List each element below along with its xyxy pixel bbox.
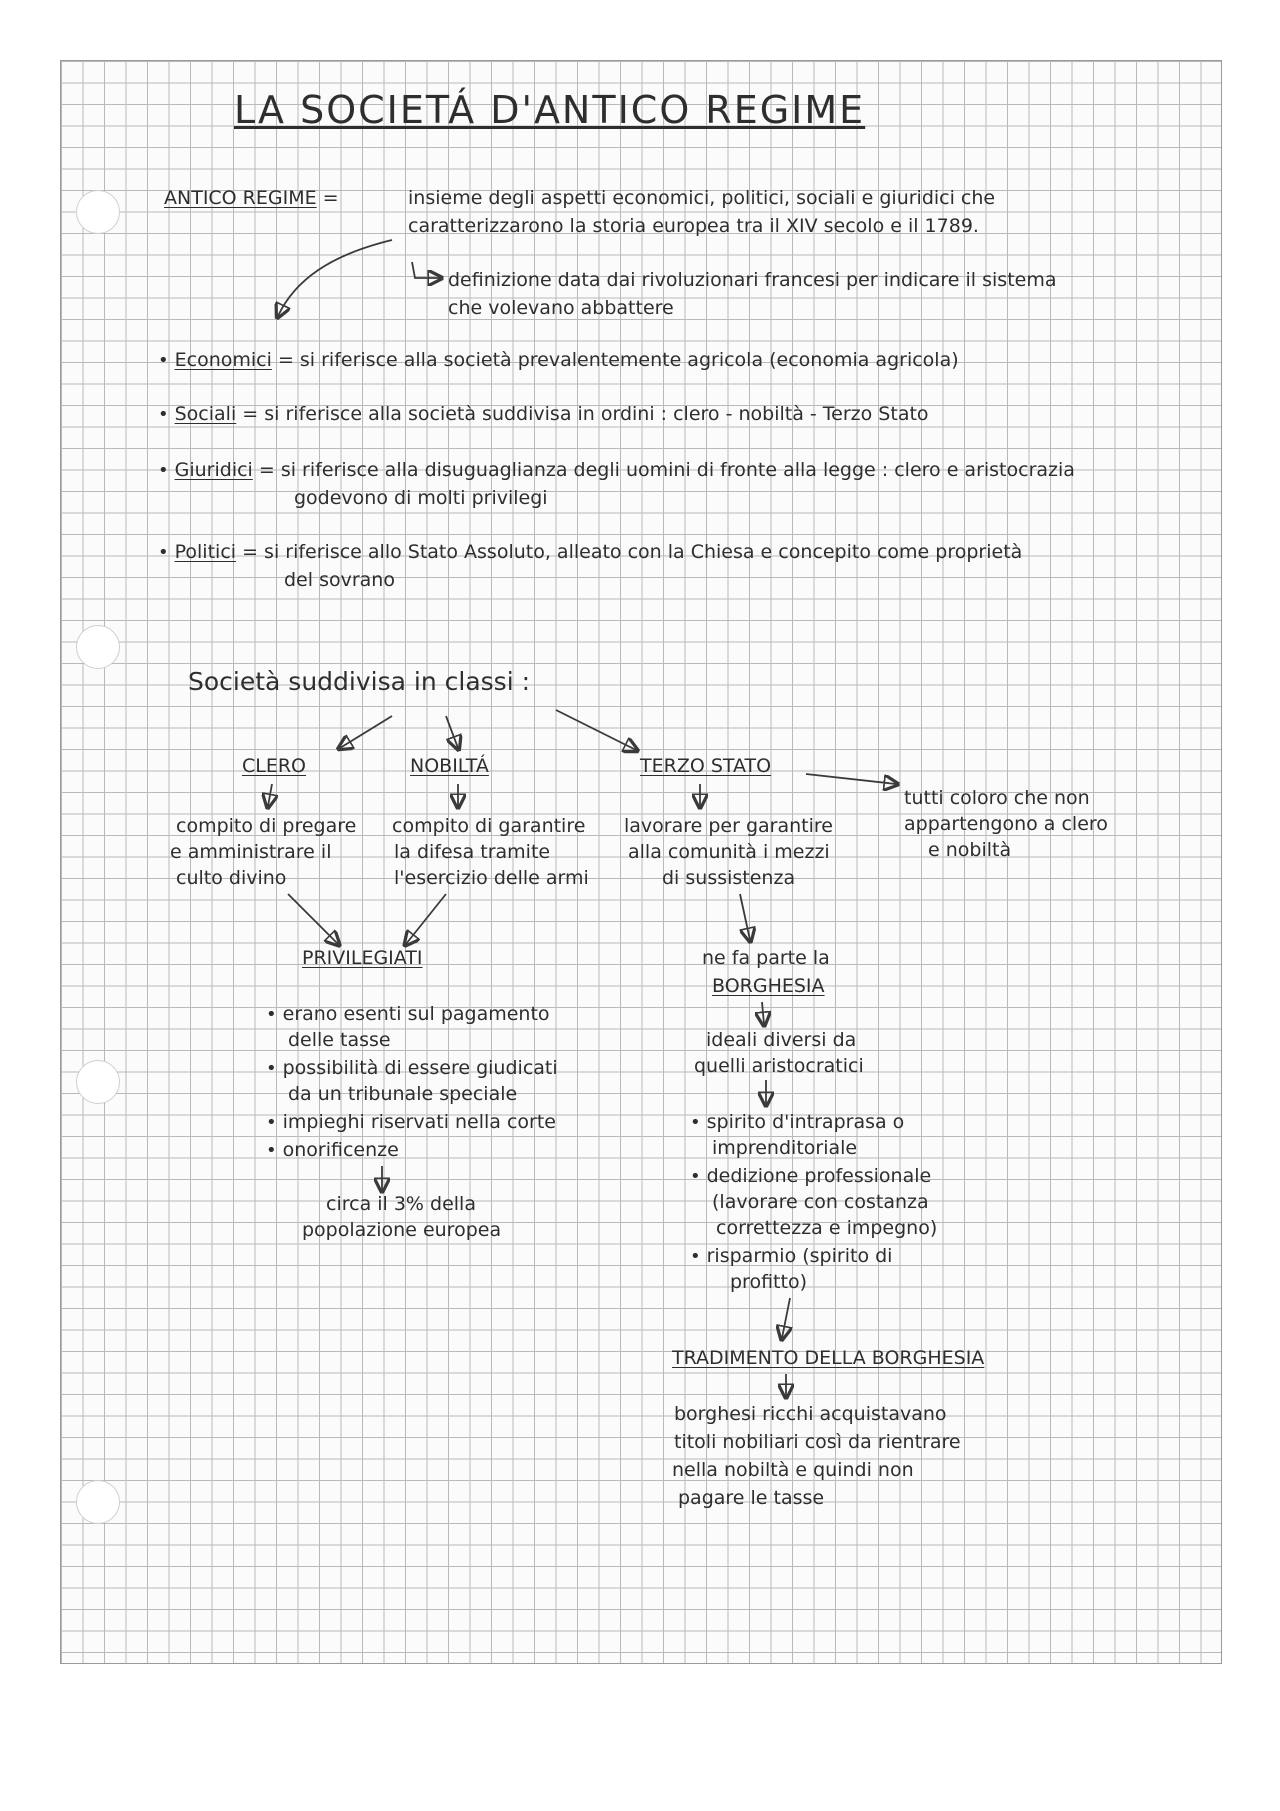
privilegiati-item: • impieghi riservati nella corte (266, 1111, 557, 1133)
binder-hole (76, 1060, 120, 1104)
tradimento-desc: borghesi ricchi acquistavano (674, 1403, 947, 1425)
aspect-politici: • Politici = si riferisce allo Stato Assoluto, alleato con la Chiesa e concepito come proprietà (158, 541, 1023, 563)
privilegiati-item-cont: da un tribunale speciale (288, 1083, 518, 1105)
nobilta-desc: compito di garantire (392, 815, 586, 837)
aspect-politici-line-2: del sovrano (284, 569, 395, 591)
borghesia-item-cont: imprenditoriale (712, 1137, 858, 1159)
privilegiati-item: • possibilità di essere giudicati (266, 1057, 558, 1079)
privilegiati-stat: popolazione europea (302, 1219, 502, 1241)
clero-desc: compito di pregare (176, 815, 357, 837)
terzo-stato-desc: alla comunità i mezzi (628, 841, 830, 863)
tradimento-desc: pagare le tasse (678, 1487, 825, 1509)
borghesia-item: • risparmio (spirito di (690, 1245, 893, 1267)
borghesia-item: • dedizione professionale (690, 1165, 932, 1187)
borghesia-item-cont: profitto) (730, 1271, 807, 1293)
privilegiati-stat: circa il 3% della (326, 1193, 476, 1215)
terzo-stato-note: tutti coloro che non (904, 787, 1090, 809)
definition-line-1: insieme degli aspetti economici, politici, sociali e giuridici che (408, 187, 996, 209)
clero-label: CLERO (242, 755, 307, 777)
definition-line-2: caratterizzarono la storia europea tra il XIV secolo e il 1789. (408, 215, 979, 237)
privilegiati-item: • onorificenze (266, 1139, 399, 1161)
aspect-sociali: • Sociali = si riferisce alla società suddivisa in ordini : clero - nobiltà - Terzo Stato (158, 403, 929, 425)
borghesia-ideals: quelli aristocratici (694, 1055, 864, 1077)
borghesia-label: BORGHESIA (712, 975, 825, 997)
binder-hole (76, 1480, 120, 1524)
tradimento-label: TRADIMENTO DELLA BORGHESIA (672, 1347, 985, 1369)
privilegiati-label: PRIVILEGIATI (302, 947, 423, 969)
nobilta-label: NOBILTÁ (410, 755, 489, 777)
definition-note-line-1: definizione data dai rivoluzionari francesi per indicare il sistema (448, 269, 1057, 291)
terzo-stato-label: TERZO STATO (640, 755, 772, 777)
nobilta-desc: l'esercizio delle armi (394, 867, 589, 889)
borghesia-item-cont: (lavorare con costanza (712, 1191, 929, 1213)
classes-title: Società suddivisa in classi : (188, 667, 531, 696)
borghesia-item: • spirito d'intraprasa o (690, 1111, 905, 1133)
aspect-economici: • Economici = si riferisce alla società prevalentemente agricola (economia agricola) (158, 349, 959, 371)
page-title: LA SOCIETÁ D'ANTICO REGIME (234, 88, 866, 132)
clero-desc: e amministrare il (170, 841, 332, 863)
privilegiati-item: • erano esenti sul pagamento (266, 1003, 550, 1025)
clero-desc: culto divino (176, 867, 287, 889)
privilegiati-item-cont: delle tasse (288, 1029, 391, 1051)
borghesia-ideals: ideali diversi da (706, 1029, 857, 1051)
terzo-stato-note: appartengono a clero (904, 813, 1108, 835)
terzo-stato-desc: di sussistenza (662, 867, 796, 889)
definition-note-line-2: che volevano abbattere (448, 297, 674, 319)
definition-term: ANTICO REGIME = (164, 187, 339, 209)
aspect-giuridici-line-2: godevono di molti privilegi (294, 487, 548, 509)
binder-hole (76, 625, 120, 669)
nobilta-desc: la difesa tramite (394, 841, 551, 863)
terzo-stato-desc: lavorare per garantire (624, 815, 833, 837)
terzo-stato-note: e nobiltà (928, 839, 1012, 861)
binder-hole (76, 190, 120, 234)
aspect-giuridici: • Giuridici = si riferisce alla disuguaglianza degli uomini di fronte alla legge : clero e aristocrazia (158, 459, 1075, 481)
tradimento-desc: nella nobiltà e quindi non (672, 1459, 914, 1481)
borghesia-item-cont: correttezza e impegno) (716, 1217, 938, 1239)
tradimento-desc: titoli nobiliari così da rientrare (674, 1431, 961, 1453)
borghesia-intro: ne fa parte la (702, 947, 830, 969)
